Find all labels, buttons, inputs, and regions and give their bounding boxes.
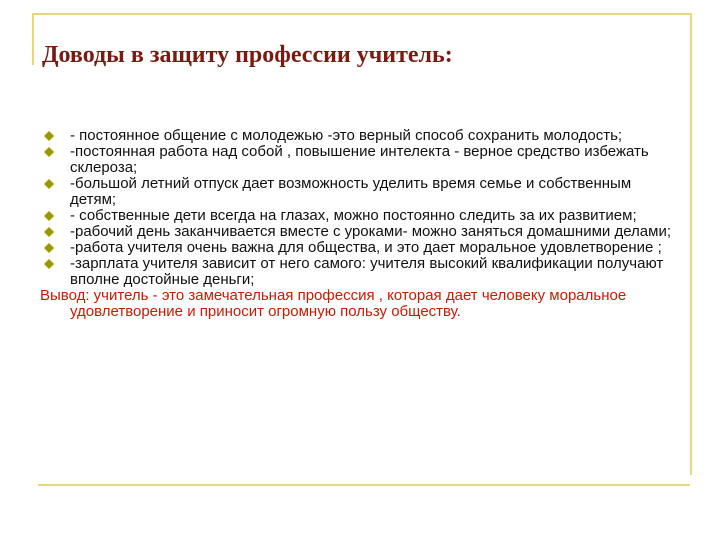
list-item-text: -большой летний отпуск дает возможность уделить время семье и собственным детям; (70, 175, 632, 208)
list-item-text: -рабочий день заканчивается вместе с уроками- можно заняться домашними делами; (70, 223, 672, 240)
list-item-text: -постоянная работа над собой , повышение интелекта - верное средство избежать склероза; (70, 143, 649, 176)
frame-line-right (690, 13, 692, 475)
list-item (40, 240, 680, 256)
list-item-text: - постоянное общение с молодежью -это верный способ сохранить молодость; (70, 127, 623, 144)
conclusion-text: Вывод: учитель - это замечательная профессия , которая дает человеку моральное удовлетворение и приносит огромную пользу обществу. (40, 287, 627, 320)
list-item (40, 144, 680, 176)
diamond-bullet-icon (44, 147, 54, 157)
slide-title: Доводы в защиту профессии учитель: (42, 42, 453, 68)
list-item (40, 208, 680, 224)
diamond-bullet-icon (44, 259, 54, 269)
frame-line-left (32, 13, 34, 65)
list-item (40, 224, 680, 240)
slide-content (40, 128, 680, 320)
frame-line-top (32, 13, 692, 15)
diamond-bullet-icon (44, 211, 54, 221)
diamond-bullet-icon (44, 227, 54, 237)
diamond-bullet-icon (44, 179, 54, 189)
list-item (40, 176, 680, 208)
frame-line-bottom (38, 484, 690, 486)
diamond-bullet-icon (44, 243, 54, 253)
diamond-bullet-icon (44, 131, 54, 141)
list-item-text: - собственные дети всегда на глазах, можно постоянно следить за их развитием; (70, 207, 637, 224)
list-item-text: -работа учителя очень важна для общества, и это дает моральное удовлетворение ; (70, 239, 662, 256)
list-item (40, 256, 680, 288)
list-item (40, 128, 680, 144)
list-item-text: -зарплата учителя зависит от него самого: учителя высокий квалификации получают вполне достойные деньги; (70, 255, 664, 288)
